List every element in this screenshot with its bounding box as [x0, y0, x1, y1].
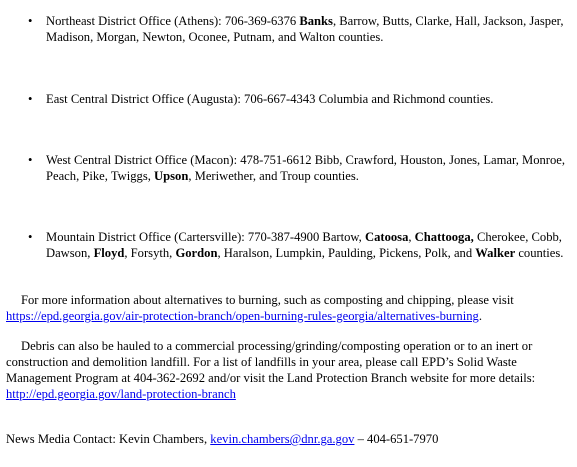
office-text: Northeast District Office (Athens): 706-369-6376 Banks, Barrow, Butts, Clarke, Hall, Jackson, Jasper, Madison, Morgan, Newton, Oconee, Putnam, and Walton counties. [46, 14, 564, 44]
alternatives-burning-link[interactable]: https://epd.georgia.gov/air-protection-branch/open-burning-rules-georgia/alternatives-burning [6, 309, 479, 323]
alternatives-paragraph: For more information about alternatives to burning, such as composting and chipping, please visit https://epd.georgia.gov/air-protection-branch/open-burning-rules-georgia/alternatives-burning. [6, 293, 514, 323]
media-contact-email-link[interactable]: kevin.chambers@dnr.ga.gov [210, 432, 355, 446]
office-text: West Central District Office (Macon): 478-751-6612 Bibb, Crawford, Houston, Jones, Lamar, Monroe, Peach, Pike, Twiggs, Upson, Meriwether, and Troup counties. [46, 153, 566, 183]
office-list-item-west-central [28, 152, 574, 184]
office-list-item-mountain [28, 229, 574, 261]
bullet-icon: • [28, 14, 33, 28]
bullet-icon: • [28, 153, 33, 167]
debris-paragraph: Debris can also be hauled to a commercial processing/grinding/composting operation or to an inert or construction and demolition landfill. For a list of landfills in your area, please call EPD’s Solid Waste Management Program at 404-362-2692 and/or visit the Land Protection Branch website for more details: http://epd.georgia.gov/land-protection-branch [6, 339, 536, 401]
bullet-icon: • [28, 230, 33, 244]
office-list-item-northeast [28, 13, 574, 45]
office-list-item-east-central [28, 91, 574, 107]
bullet-icon: • [28, 92, 33, 106]
media-contact: News Media Contact: Kevin Chambers, kevin.chambers@dnr.ga.gov – 404-651-7970 [6, 432, 439, 446]
land-protection-branch-link[interactable]: http://epd.georgia.gov/land-protection-branch [6, 387, 236, 401]
office-text: Mountain District Office (Cartersville): 770-387-4900 Bartow, Catoosa, Chattooga, Cherokee, Cobb, Dawson, Floyd, Forsyth, Gordon, Haralson, Lumpkin, Paulding, Pickens, Polk, and Walker counties. [46, 230, 564, 260]
office-text: East Central District Office (Augusta): 706-667-4343 Columbia and Richmond counties. [46, 92, 494, 106]
